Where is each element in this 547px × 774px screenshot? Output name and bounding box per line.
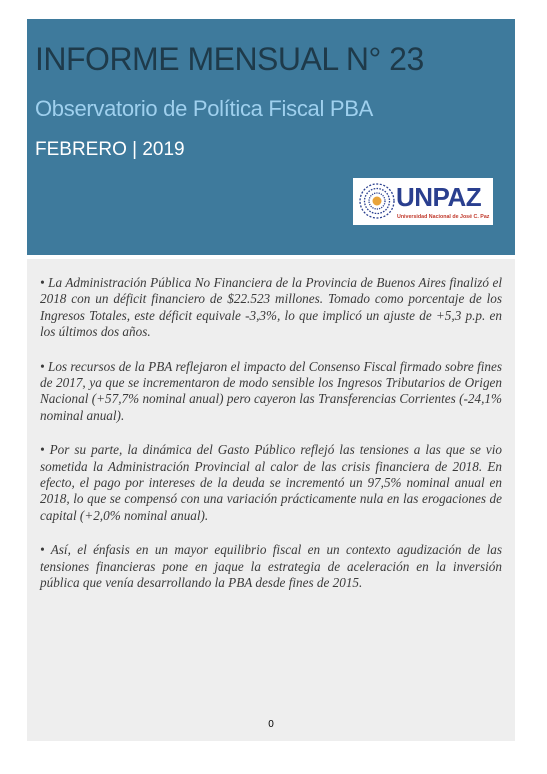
summary-paragraph: • La Administración Pública No Financiera de la Provincia de Buenos Aires finalizó el 2018 con un déficit financiero de $22.523 millones. Tomado como porcentaje de los Ingresos Totales, este déficit equivale -3,3%, lo que implicó un ajuste de +5,3 p.p. en los últimos dos años. bbox=[40, 275, 502, 340]
unpaz-logo bbox=[353, 178, 493, 225]
unpaz-emblem-icon bbox=[357, 181, 397, 221]
report-title: INFORME MENSUAL N° 23 bbox=[35, 41, 424, 77]
summary-paragraph: • Así, el énfasis en un mayor equilibrio fiscal en un contexto agudización de las tensiones financieras pone en jaque la estrategia de aceleración en la inversión pública que venía desarrollando la PBA desde fines de 2015. bbox=[40, 542, 502, 591]
report-date: FEBRERO | 2019 bbox=[35, 139, 185, 160]
report-subtitle: Observatorio de Política Fiscal PBA bbox=[35, 96, 373, 121]
logo-subtext: Universidad Nacional de José C. Paz bbox=[397, 214, 490, 220]
summary-paragraph: • Los recursos de la PBA reflejaron el impacto del Consenso Fiscal firmado sobre fines de 2017, ya que se incrementaron de modo sensible los Ingresos Tributarios de Origen Nacional (+57,7% nominal anual) pero cayeron las Transferencias Corrientes (-24,1% nominal anual). bbox=[40, 358, 502, 423]
summary-paragraph: • Por su parte, la dinámica del Gasto Público reflejó las tensiones a las que se vio sometida la Administración Provincial al calor de las crisis financiera de 2018. En efecto, el pago por intereses de la deuda se incrementó un 97,5% nominal anual en 2018, lo que se compensó con una variación prácticamente nula en las erogaciones de capital (+2,0% nominal anual). bbox=[40, 442, 502, 523]
summary-panel bbox=[27, 259, 515, 741]
summary-paragraphs bbox=[40, 275, 502, 610]
page-number: 0 bbox=[268, 719, 274, 730]
logo-text: UNPAZ bbox=[396, 182, 482, 212]
report-header bbox=[27, 19, 515, 255]
